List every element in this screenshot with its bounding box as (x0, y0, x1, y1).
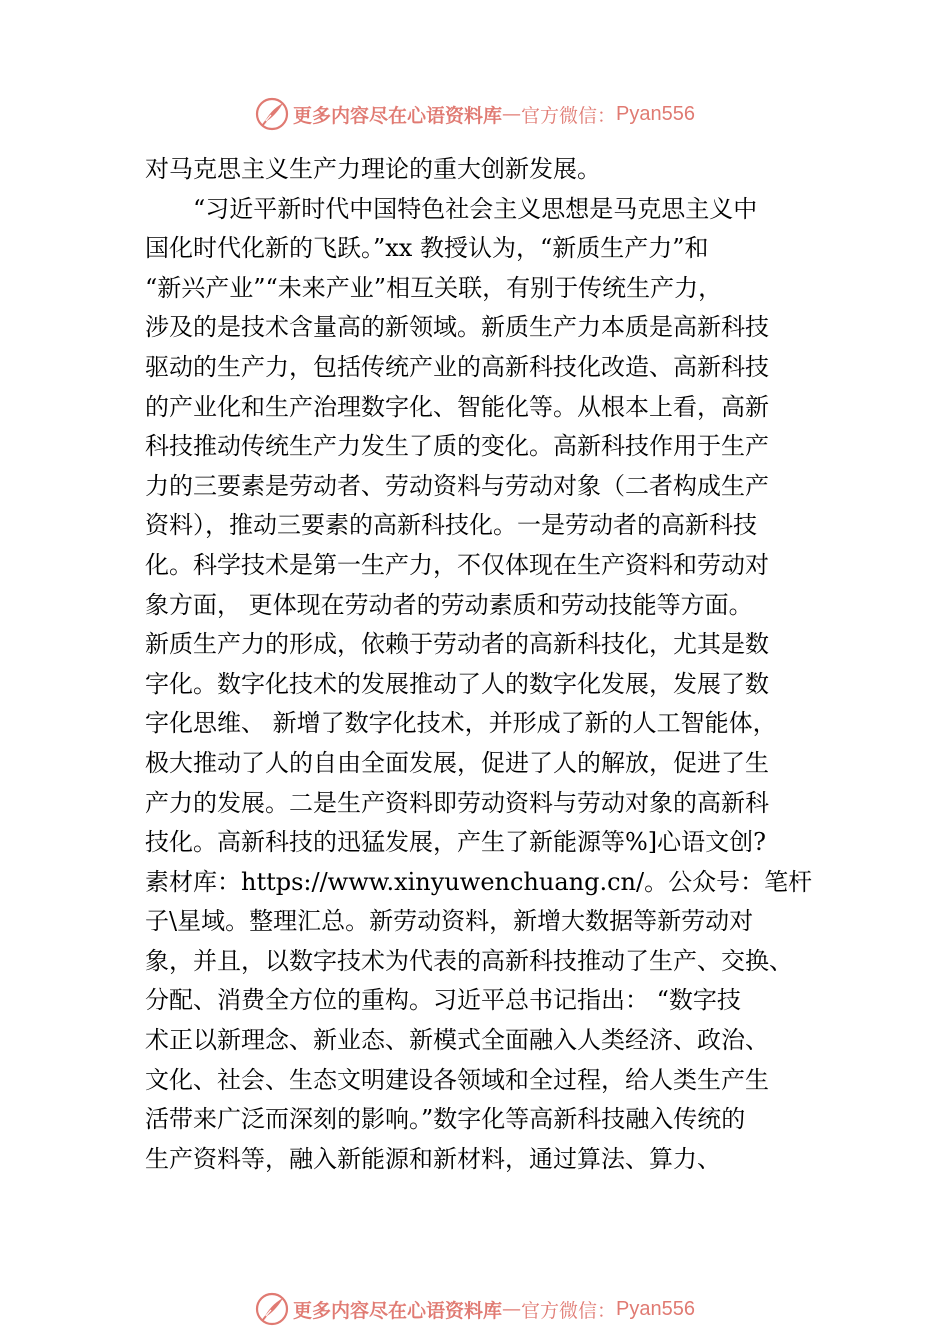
body-line: 化。科学技术是第一生产力，不仅体现在生产资料和劳动对 (145, 550, 769, 579)
body-line: 对马克思主义生产力理论的重大创新发展。 (145, 155, 601, 183)
body-line: 力的三要素是劳动者、劳动资料与劳动对象（二者构成生产 (145, 471, 769, 500)
header-promo-text: 更多内容尽在心语资料库 (293, 104, 503, 127)
body-line: 产力的发展。二是生产资料即劳动资料与劳动对象的高新科 (145, 788, 769, 817)
footer-wechat-label: 官方微信： (521, 1299, 617, 1322)
body-line: “新兴产业”“未来产业”相互关联，有别于传统生产力， (145, 273, 723, 302)
document-body (145, 150, 825, 1179)
body-line: 象方面， 更体现在劳动者的劳动素质和劳动技能等方面。 (145, 590, 753, 619)
body-line: 术正以新理念、新业态、新模式全面融入人类经济、政治、 (145, 1026, 769, 1055)
body-line: 技化。高新科技的迅猛发展，产生了新能源等%]心语文创? (145, 828, 767, 857)
footer-dash: — (502, 1298, 522, 1320)
body-line: 象，并且，以数字技术为代表的高新科技推动了生产、交换、 (145, 946, 793, 975)
header-dash: — (502, 103, 522, 125)
body-line-url: 素材库：https://www.xinyuwenchuang.cn/。公众号：笔杆 (145, 867, 813, 896)
body-line: 资料），推动三要素的高新科技化。一是劳动者的高新科技 (145, 511, 757, 540)
quill-pen-logo-icon (255, 97, 289, 131)
body-line: 分配、消费全方位的重构。习近平总书记指出： “数字技 (145, 986, 741, 1015)
body-line: 子\星域。整理汇总。新劳动资料，新增大数据等新劳动对 (145, 907, 754, 936)
body-line: 字化思维、 新增了数字化技术，并形成了新的人工智能体， (145, 709, 777, 738)
body-line: 科技推动传统生产力发生了质的变化。高新科技作用于生产 (145, 432, 769, 461)
body-line: 文化、社会、生态文明建设各领域和全过程，给人类生产生 (145, 1065, 769, 1094)
body-line: “习近平新时代中国特色社会主义思想是马克思主义中 (145, 194, 758, 223)
body-line: 极大推动了人的自由全面发展，促进了人的解放，促进了生 (145, 748, 769, 777)
body-line: 国化时代化新的飞跃。”xx 教授认为，“新质生产力”和 (145, 234, 709, 263)
body-line: 生产资料等，融入新能源和新材料，通过算法、算力、 (145, 1144, 721, 1173)
body-line: 涉及的是技术含量高的新领域。新质生产力本质是高新科技 (145, 313, 769, 342)
body-line: 新质生产力的形成，依赖于劳动者的高新科技化，尤其是数 (145, 630, 769, 659)
header-wechat-id: Pyan556 (616, 102, 695, 125)
header-wechat-label: 官方微信： (521, 104, 617, 127)
header-banner (0, 94, 950, 134)
footer-promo-text: 更多内容尽在心语资料库 (293, 1299, 503, 1322)
footer-wechat-id: Pyan556 (616, 1297, 695, 1320)
body-line: 驱动的生产力，包括传统产业的高新科技化改造、高新科技 (145, 352, 769, 381)
body-line: 的产业化和生产治理数字化、智能化等。从根本上看，高新 (145, 392, 769, 421)
body-line: 活带来广泛而深刻的影响。”数字化等高新科技融入传统的 (145, 1105, 746, 1134)
quill-pen-logo-icon (255, 1292, 289, 1326)
body-line: 字化。数字化技术的发展推动了人的数字化发展，发展了数 (145, 669, 769, 698)
footer-banner (0, 1289, 950, 1329)
